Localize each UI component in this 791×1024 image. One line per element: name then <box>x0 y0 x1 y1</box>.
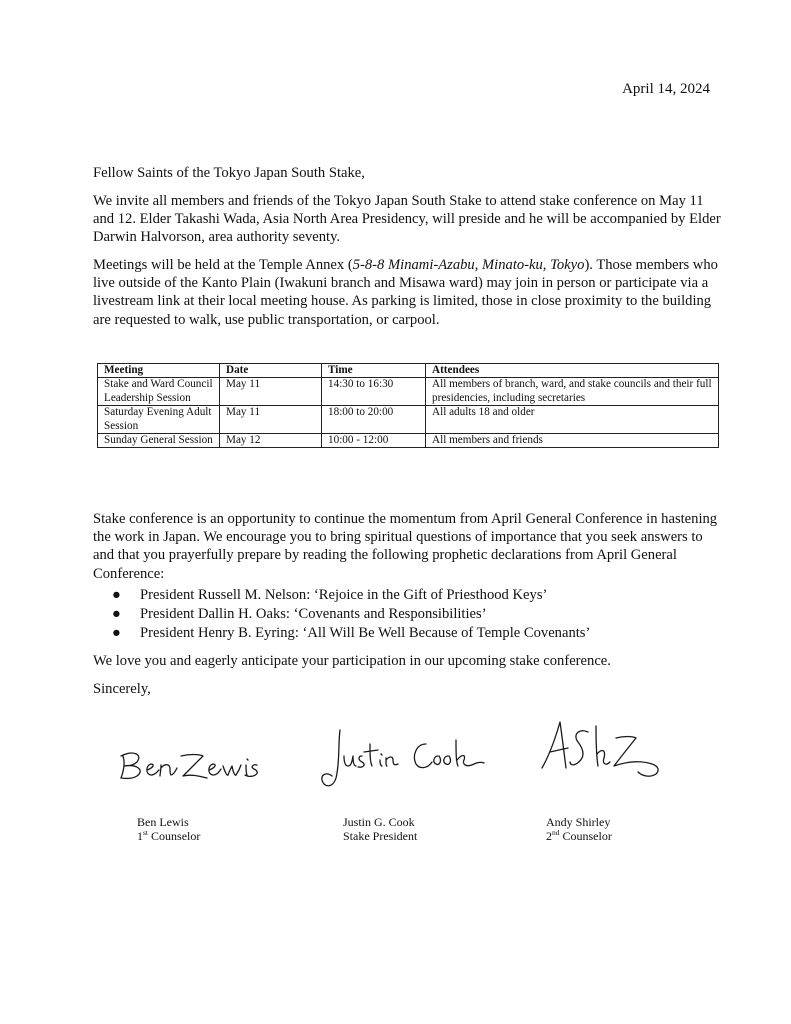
talk-title: President Dallin H. Oaks: ‘Covenants and Responsibilities’ <box>140 606 487 623</box>
attendees-cell: All members and friends <box>426 434 719 448</box>
signer-title <box>137 829 200 843</box>
attendees-cell: All adults 18 and older <box>426 406 719 434</box>
time-cell: 14:30 to 16:30 <box>322 378 426 406</box>
signer-title <box>546 829 612 843</box>
signer-name: Andy Shirley <box>546 815 611 829</box>
date-cell: May 11 <box>220 378 322 406</box>
title-ordinal: 2 <box>546 829 552 843</box>
date-cell: May 11 <box>220 406 322 434</box>
meeting-schedule-table <box>97 363 719 448</box>
meeting-cell: Sunday General Session <box>98 434 220 448</box>
invitation-paragraph: We invite all members and friends of the Tokyo Japan South Stake to attend stake conference on May 11 and 12. Elder Takashi Wada, Asia North Area Presidency, will preside and he will be accompanied by Elder Darwin Halvorson, area authority seventy. <box>93 193 721 246</box>
list-item <box>112 624 712 643</box>
table-row <box>98 378 719 406</box>
letter-date: April 14, 2024 <box>622 81 710 97</box>
location-paragraph <box>93 256 723 329</box>
signer-name: Justin G. Cook <box>343 815 415 829</box>
title-role: Counselor <box>559 829 612 843</box>
time-cell: 18:00 to 20:00 <box>322 406 426 434</box>
title-role: Counselor <box>148 829 201 843</box>
signer-andy-shirley <box>546 815 612 843</box>
list-item <box>112 605 712 624</box>
attendees-cell: All members of branch, ward, and stake councils and their full presidencies, including secretaries <box>426 378 719 406</box>
bullet-icon: ● <box>112 625 121 642</box>
location-text-end: ). Those members who live outside of the Kanto Plain (Iwakuni branch and Misawa ward) may join in person or participate via a livestream link at their local meeting house. As parking is limited, those in close proximity to the building are requested to walk, use public transportation, or carpool. <box>93 257 718 328</box>
header-attendees: Attendees <box>426 364 719 378</box>
time-cell: 10:00 - 12:00 <box>322 434 426 448</box>
meeting-cell: Stake and Ward Council Leadership Session <box>98 378 220 406</box>
closing-paragraph: We love you and eagerly anticipate your participation in our upcoming stake conference. <box>93 653 611 669</box>
ben-lewis-signature <box>115 738 275 788</box>
signer-ben-lewis <box>137 815 200 843</box>
bullet-icon: ● <box>112 606 121 623</box>
bullet-icon: ● <box>112 587 121 603</box>
title-ordinal-suffix: nd <box>552 828 560 837</box>
header-meeting: Meeting <box>98 364 220 378</box>
temple-annex-address: 5-8-8 Minami-Azabu, Minato-ku, Tokyo <box>352 257 585 273</box>
header-date: Date <box>220 364 322 378</box>
talks-list <box>112 586 712 644</box>
table-header-row <box>98 364 719 378</box>
table-row <box>98 434 719 448</box>
conference-purpose-paragraph: Stake conference is an opportunity to continue the momentum from April General Conference in hastening the work in Japan. We encourage you to bring spiritual questions of importance that you seek answers to and that you prayerfully prepare by reading the following prophetic declarations from April General Conference: <box>93 511 718 582</box>
signer-title: Stake President <box>343 829 418 843</box>
list-item <box>112 586 712 605</box>
talk-title: President Henry B. Eyring: ‘All Will Be Well Because of Temple Covenants’ <box>140 625 591 642</box>
meeting-cell: Saturday Evening Adult Session <box>98 406 220 434</box>
signer-justin-cook <box>343 815 417 843</box>
title-ordinal-suffix: st <box>143 828 149 837</box>
header-time: Time <box>322 364 426 378</box>
date-cell: May 12 <box>220 434 322 448</box>
title-ordinal: 1 <box>137 829 143 843</box>
talk-title: President Russell M. Nelson: ‘Rejoice in the Gift of Priesthood Keys’ <box>140 587 548 603</box>
closing-salutation: Sincerely, <box>93 681 151 697</box>
justin-cook-signature <box>318 722 488 794</box>
andy-shirley-signature <box>540 718 670 782</box>
signer-name: Ben Lewis <box>137 815 189 829</box>
table-row <box>98 406 719 434</box>
location-text-start: Meetings will be held at the Temple Annex ( <box>93 257 353 273</box>
salutation: Fellow Saints of the Tokyo Japan South Stake, <box>93 165 365 181</box>
